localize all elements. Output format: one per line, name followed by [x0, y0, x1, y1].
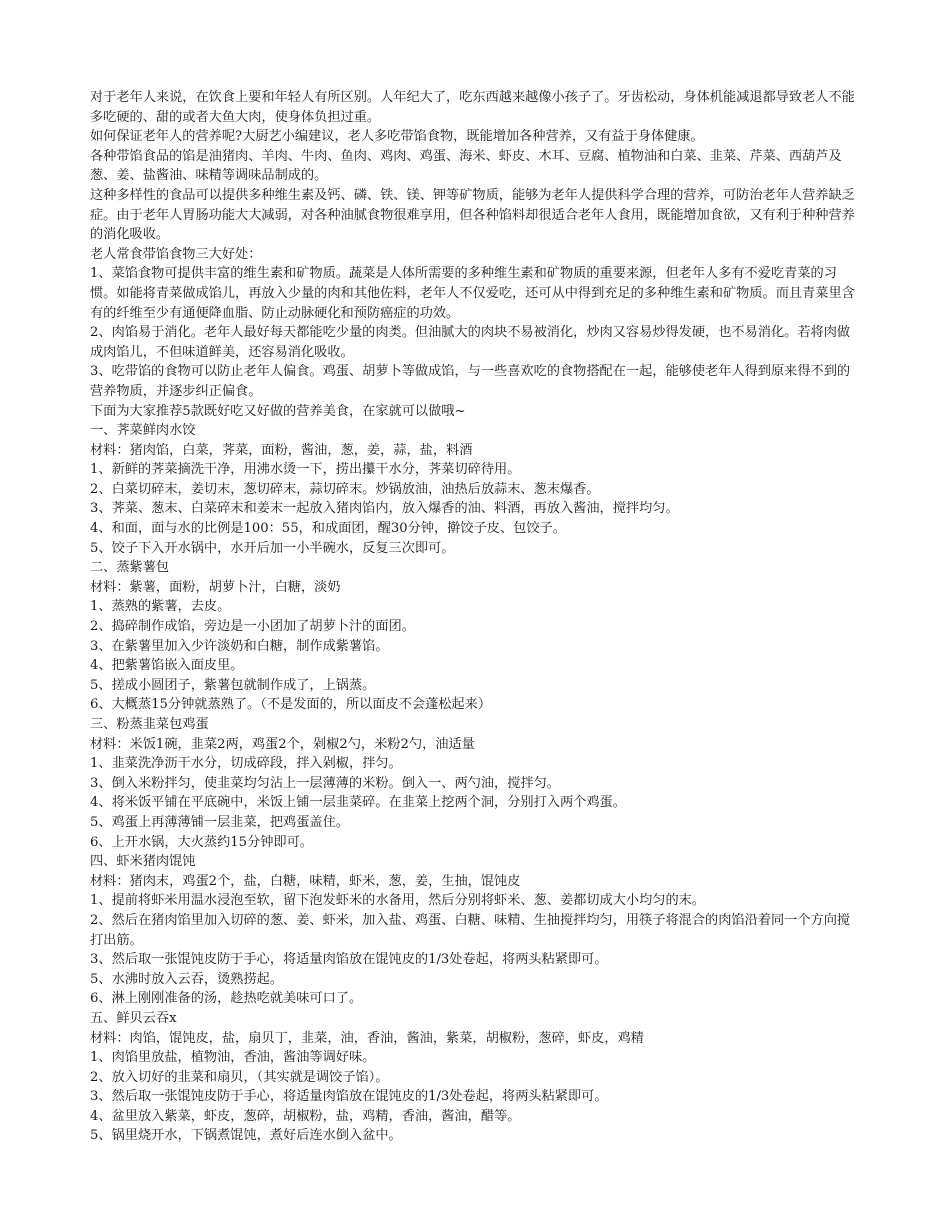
recipe-step: 4、盆里放入紫菜，虾皮，葱碎，胡椒粉，盐，鸡精，香油，酱油，醋等。	[90, 1108, 521, 1124]
recipe-ingredients: 材料：米饭1碗，韭菜2两，鸡蛋2个，剁椒2勺，米粉2勺，油适量	[90, 736, 475, 752]
recipe-step: 5、水沸时放入云吞，烫熟捞起。	[90, 971, 284, 987]
benefit-item: 1、菜馅食物可提供丰富的维生素和矿物质。蔬菜是人体所需要的多种维生素和矿物质的重要来源，但老年人多有不爱吃青菜的习惯。如能将青菜做成馅儿，再放入少量的肉和其他佐料，老年人不仅爱吃，还可从中得到充足的多种维生素和矿物质。而且青菜里含有的纤维至少有通便降血脂、防止动脉硬化和预防癌症的功效。	[90, 266, 855, 321]
benefit-item: 3、吃带馅的食物可以防止老年人偏食。鸡蛋、胡萝卜等做成馅，与一些喜欢吃的食物搭配在一起，能够使老年人得到原来得不到的营养物质，并逐步纠正偏食。	[90, 364, 851, 399]
recipe-title: 三、粉蒸韭菜包鸡蛋	[90, 717, 209, 732]
recipe-step: 6、淋上刚刚准备的汤，趁热吃就美味可口了。	[90, 991, 363, 1007]
recipe-title: 四、虾米猪肉馄饨	[90, 854, 196, 870]
recipe-step: 3、荠菜、葱末、白菜碎末和姜末一起放入猪肉馅内，放入爆香的油、料酒，再放入酱油，搅拌均匀。	[90, 501, 679, 517]
recipe-step: 2、然后在猪肉馅里加入切碎的葱、姜、虾米，加入盐、鸡蛋、白糖、味精、生抽搅拌均匀，用筷子将混合的肉馅沿着同一个方向搅打出筋。	[90, 912, 851, 948]
intro-paragraph: 对于老年人来说，在饮食上要和年轻人有所区别。人年纪大了，吃东西越来越像小孩子了。牙齿松动，身体机能减退都导致老人不能多吃硬的、甜的或者大鱼大肉，使身体负担过重。	[90, 90, 855, 125]
recipe-step: 2、白菜切碎末，姜切末，葱切碎末，蒜切碎末。炒锅放油，油热后放蒜末、葱末爆香。	[90, 481, 600, 497]
recipe-step: 1、新鲜的荠菜摘洗干净，用沸水烫一下，捞出攥干水分，荠菜切碎待用。	[90, 462, 521, 478]
recipe-ingredients: 材料：猪肉馅，白菜，荠菜，面粉，酱油，葱，姜，蒜，盐，料酒	[90, 442, 473, 458]
recipe-step: 1、肉馅里放盐，植物油，香油，酱油等调好味。	[90, 1050, 376, 1066]
recipe-title: 五、鲜贝云吞x	[90, 1010, 177, 1026]
recipe-step: 5、饺子下入开水锅中，水开后加一小半碗水，反复三次即可。	[90, 540, 455, 556]
recipe-step: 5、锅里烧开水，下锅煮馄饨，煮好后连水倒入盆中。	[90, 1128, 402, 1144]
recipe-step: 2、放入切好的韭菜和扇贝，（其实就是调饺子馅）。	[90, 1069, 389, 1085]
recipe-step: 1、提前将虾米用温水浸泡至软，留下泡发虾米的水备用，然后分别将虾米、葱、姜都切成大小均匀的末。	[90, 893, 706, 909]
recipe-step: 5、搓成小圆团子，紫薯包就制作成了，上锅蒸。	[90, 677, 376, 693]
recipe-step: 6、上开水锅，大火蒸约15分钟即可。	[90, 834, 313, 850]
recipe-step: 5、鸡蛋上再薄薄铺一层韭菜，把鸡蛋盖住。	[90, 814, 349, 830]
recipe-ingredients: 材料：猪肉末，鸡蛋2个，盐，白糖，味精，虾米，葱，姜，生抽，馄饨皮	[90, 873, 521, 889]
recipe-step: 4、和面，面与水的比例是100：55，和成面团，醒30分钟，擀饺子皮、包饺子。	[90, 521, 566, 537]
benefits-heading: 老人常食带馅食物三大好处：	[90, 246, 262, 262]
intro-paragraph: 各种带馅食品的馅是油猪肉、羊肉、牛肉、鱼肉、鸡肉、鸡蛋、海米、虾皮、木耳、豆腐、植物油和白菜、韭菜、芹菜、西葫芦及葱、姜、盐酱油、味精等调味品制成的。	[90, 148, 842, 184]
recipe-step: 3、然后取一张馄饨皮防于手心，将适量肉馅放在馄饨皮的1/3处卷起，将两头粘紧即可。	[90, 1089, 608, 1105]
recipe-step: 3、倒入米粉拌匀，使韭菜均匀沾上一层薄薄的米粉。倒入一、两勺油，搅拌匀。	[90, 775, 560, 791]
recipe-step: 6、大概蒸15分钟就蒸熟了。（不是发面的，所以面皮不会蓬松起来）	[90, 697, 492, 713]
document-body	[90, 88, 862, 1146]
recipe-step: 1、蒸熟的紫薯，去皮。	[90, 599, 231, 615]
recipe-step: 3、在紫薯里加入少许淡奶和白糖，制作成紫薯馅。	[90, 638, 389, 654]
recipe-step: 3、然后取一张馄饨皮防于手心，将适量肉馅放在馄饨皮的1/3处卷起，将两头粘紧即可。	[90, 952, 608, 968]
recipe-step: 4、将米饭平铺在平底碗中，米饭上铺一层韭菜碎。在韭菜上挖两个洞，分别打入两个鸡蛋。	[90, 795, 626, 811]
intro-paragraph: 这种多样性的食品可以提供多种维生素及钙、磷、铁、镁、钾等矿物质，能够为老年人提供科学合理的营养，可防治老年人营养缺乏症。由于老年人胃肠功能大大减弱，对各种油腻食物很难享用，但各种馅料却很适合老年人食用，既能增加食欲，又有利于种种营养的消化吸收。	[90, 187, 855, 243]
recipe-ingredients: 材料：肉馅，馄饨皮，盐，扇贝丁，韭菜，油，香油，酱油，紫菜，胡椒粉，葱碎，虾皮，鸡精	[90, 1030, 644, 1046]
recipes-intro: 下面为大家推荐5款既好吃又好做的营养美食，在家就可以做哦~	[90, 403, 466, 419]
recipe-step: 1、韭菜洗净沥干水分，切成碎段，拌入剁椒，拌匀。	[90, 756, 402, 772]
recipe-step: 2、捣碎制作成馅，旁边是一小团加了胡萝卜汁的面团。	[90, 619, 415, 635]
recipe-title: 二、蒸紫薯包	[90, 560, 170, 576]
recipe-ingredients: 材料：紫薯，面粉，胡萝卜汁，白糖，淡奶	[90, 579, 341, 595]
recipe-step: 4、把紫薯馅嵌入面皮里。	[90, 658, 244, 674]
recipe-title: 一、荠菜鲜肉水饺	[90, 423, 196, 439]
intro-paragraph: 如何保证老年人的营养呢?大厨艺小编建议，老人多吃带馅食物，既能增加各种营养，又有益于身体健康。	[90, 129, 704, 145]
benefit-item: 2、肉馅易于消化。老年人最好每天都能吃少量的肉类。但油腻大的肉块不易被消化，炒肉又容易炒得发硬，也不易消化。若将肉做成肉馅儿，不但味道鲜美，还容易消化吸收。	[90, 325, 851, 360]
